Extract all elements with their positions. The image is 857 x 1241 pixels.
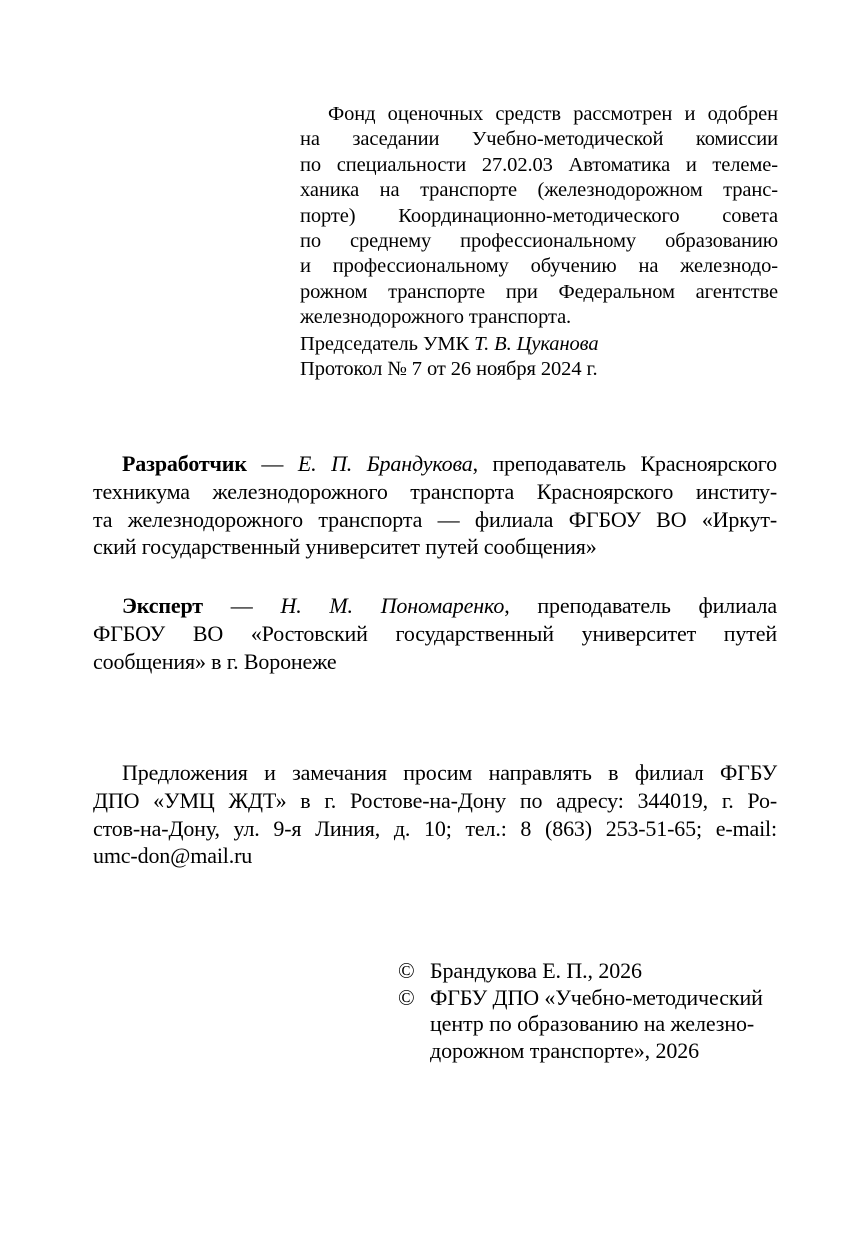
developer-line: техникума железнодорожного транспорта Красноярского институ- (93, 478, 777, 504)
copyright-text-line: дорожном транспорте», 2026 (430, 1038, 700, 1064)
copyright-text-line: центр по образованию на железно- (430, 1011, 755, 1037)
contact-line: стов-на-Дону, ул. 9-я Линия, д. 10; тел.: 8 (863) 253-51-65; e-mail: (93, 815, 777, 841)
copyright-symbol: © (398, 984, 415, 1010)
dash: — (202, 593, 281, 618)
approval-line: железнодорожного транспорта. (300, 306, 572, 329)
developer-paragraph (93, 450, 777, 561)
approval-paragraph (300, 102, 778, 331)
copyright-entry (398, 958, 788, 985)
dash: — (246, 451, 298, 476)
approval-line: порте) Координационно-методического совета (300, 204, 778, 227)
contact-line: Предложения и замечания просим направлять в филиал ФГБУ (122, 760, 777, 785)
expert-line: ФГБОУ ВО «Ростовский государственный университет путей (93, 620, 777, 646)
copyright-text: ФГБУ ДПО «Учебно-методический (430, 984, 763, 1010)
contact-paragraph (93, 759, 777, 870)
developer-line-rest: , преподаватель Красноярского (472, 451, 777, 476)
developer-line: ский государственный университет путей сообщения» (93, 534, 597, 560)
expert-name: Н. М. Пономаренко (280, 593, 505, 618)
copyright-block (398, 958, 788, 1065)
developer-name: Е. П. Брандукова (297, 451, 473, 476)
contact-email: umc-don@mail.ru (93, 843, 253, 869)
approval-line: и профессиональному обучению на железнодо- (300, 255, 778, 278)
developer-line (93, 450, 777, 478)
copyright-text: Брандукова Е. П., 2026 (430, 958, 642, 983)
chairman-name: Т. В. Цуканова (474, 333, 599, 355)
expert-label: Эксперт (122, 593, 203, 618)
protocol-line: Протокол № 7 от 26 ноября 2024 г. (300, 358, 598, 381)
approval-line: Фонд оценочных средств рассмотрен и одобрен (328, 103, 778, 125)
copyright-entry (398, 985, 788, 1012)
approval-line: по среднему профессиональному образованию (300, 230, 778, 253)
copyright-symbol: © (398, 958, 415, 983)
expert-line (93, 592, 777, 620)
approval-line: по специальности 27.02.03 Автоматика и телеме- (300, 153, 778, 176)
expert-line-rest: , преподаватель филиала (504, 593, 777, 618)
approval-line: ханика на транспорте (железнодорожном транс- (300, 179, 778, 202)
developer-label: Разработчик (122, 451, 247, 476)
chairman-line (300, 332, 778, 357)
expert-line: сообщения» в г. Воронеже (93, 648, 337, 674)
developer-line: та железнодорожного транспорта — филиала ФГБОУ ВО «Иркут- (93, 506, 777, 532)
chairman-role: Председатель УМК (300, 333, 475, 355)
approval-line: рожном транспорте при Федеральном агентстве (300, 280, 778, 303)
contact-line: ДПО «УМЦ ЖДТ» в г. Ростове-на-Дону по адресу: 344019, г. Ро- (93, 787, 777, 813)
approval-line: на заседании Учебно-методической комиссии (300, 128, 778, 151)
chairman-signature (300, 332, 778, 383)
expert-paragraph (93, 592, 777, 675)
